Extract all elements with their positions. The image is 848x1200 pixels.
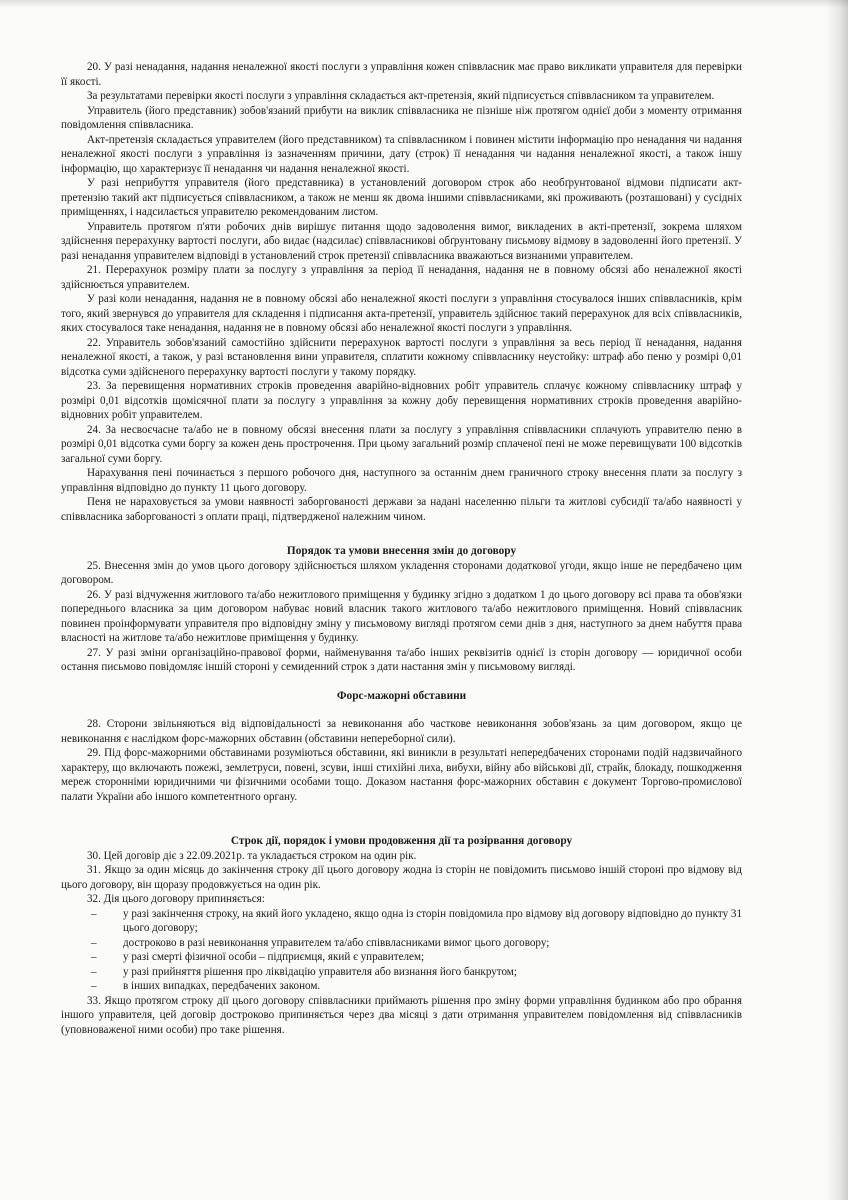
termination-list <box>61 907 742 994</box>
paragraph-20-refusal: У разі неприбуття управителя (його представника) в установлений договором строк або необґрунтованої відмови підписати акт-претензію такий акт підписується співвласником, а також не менш як двома іншими співвласниками, які проживають (розташовані) у сусідніх приміщеннях, і надсилається управителю рекомендованим листом. <box>61 177 742 218</box>
document-body <box>61 60 742 1037</box>
list-item: – достроково в разі невиконання управителем та/або співвласниками вимог цього договору; <box>61 936 742 951</box>
list-item: – у разі прийняття рішення про ліквідацію управителя або визнання його банкрутом; <box>61 965 742 980</box>
paragraph-31: 31. Якщо за один місяць до закінчення строку дії цього договору жодна із сторін не повідомить письмово іншій стороні про відмову від цього договору, він щоразу продовжується на один рік. <box>61 864 742 891</box>
paragraph-20-arrival: Управитель (його представник) зобов'язаний прибути на виклик співвласника не пізніше ніж протягом однієї доби з моменту отримання повідомлення співвласника. <box>61 104 742 131</box>
section-title-force-majeure: Форс-мажорні обставини <box>336 689 467 702</box>
paragraph-33: 33. Якщо протягом строку дії цього договору співвласники приймають рішення про зміну форми управління будинком або про обрання іншого управителя, цей договір достроково припиняється через два місяці з дати отримання управителем повідомлення від співвласників (уповноваженої ними особи) про таке рішення. <box>61 994 742 1036</box>
paragraph-29: 29. Під форс-мажорними обставинами розуміються обставини, які виникли в результаті непередбачених сторонами подій надзвичайного характеру, що включають пожежі, землетруси, повені, зсуви, інші стихійні лиха, вибухи, війну або військові дії, страйк, блокаду, пошкодження мереж сторонніми юридичними чи фізичними особами тощо. Доказом настання форс-мажорних обставин є документ Торгово-промислової палати України або іншого компетентного органу. <box>61 747 742 803</box>
paragraph-30: 30. Цей договір діє з 22.09.2021р. та укладається строком на один рік. <box>87 849 417 862</box>
list-item: – у разі смерті фізичної особи – підприємця, який є управителем; <box>61 950 742 965</box>
paragraph-25: 25. Внесення змін до умов цього договору здійснюється шляхом укладення сторонами додаткової угоди, якщо інше не передбачено цим договором. <box>61 559 742 586</box>
scan-edge-shadow <box>826 0 848 1200</box>
paragraph-21-others: У разі коли ненадання, надання не в повному обсязі або неналежної якості послуги з управління стосувалося інших співвласників, крім того, який звернувся до управителя для складення і підписання акта-претензії, управитель здійснює такий перерахунок для всіх співвласників, яких стосувалося таке ненадання, надання не в повному обсязі або неналежної якості послуги з управління. <box>61 293 742 334</box>
paragraph-26: 26. У разі відчуження житлового та/або нежитлового приміщення у будинку згідно з додатком 1 до цього договору всі права та обов'язки попереднього власника за цим договором набуває новий власник такого житлового та/або нежитлового приміщення. Новий співвласник повинен проінформувати управителя про відповідну зміну у письмовому вигляді протягом семи днів з дня, наступного за днем набуття права власності на житлове та/або нежитлове приміщення у будинку. <box>61 588 742 644</box>
paragraph-24-penalty-exempt: Пеня не нараховується за умови наявності заборгованості держави за надані населенню пільги та житлові субсидії та/або наявності у співвласника заборгованості з оплати праці, підтвердженої належним чином. <box>61 496 742 523</box>
paragraph-20-resolution: Управитель протягом п'яти робочих днів вирішує питання щодо задоволення вимог, викладених в акті-претензії, зокрема шляхом здійснення перерахунку вартості послуги, або видає (надсилає) співвласникові обґрунтовану письмову відмову в задоволенні його претензії. У разі ненадання управителем відповіді в установлений строк претензії співвласника вважаються визнаними управителем. <box>61 220 742 262</box>
scan-top-shadow <box>0 0 848 8</box>
paragraph-20: 20. У разі ненадання, надання неналежної якості послуги з управління кожен співвласник має право викликати управителя для перевірки її якості. <box>61 61 742 88</box>
section-title-amendments: Порядок та умови внесення змін до договору <box>286 545 517 557</box>
list-item: – у разі закінчення строку, на який його укладено, якщо одна із сторін повідомила про відмову від договору відповідно до пункту 31 цього договору; <box>61 907 742 936</box>
paragraph-20-act: За результатами перевірки якості послуги з управління складається акт-претензія, який підписується співвласником та управителем. <box>87 90 715 102</box>
paragraph-32: 32. Дія цього договору припиняється: <box>87 893 265 905</box>
list-item: – в інших випадках, передбачених законом. <box>61 979 742 994</box>
paragraph-23: 23. За перевищення нормативних строків проведення аварійно-відновних робіт управитель сплачує кожному співвласнику штраф у розмірі 0,01 відсотків щомісячної плати за послугу з управління за кожну добу перевищення нормативних строків проведення аварійно-відновних робіт управителем. <box>61 380 742 421</box>
paragraph-20-content: Акт-претензія складається управителем (його представником) та співвласником і повинен містити інформацію про ненадання чи надання неналежної якості послуги з управління із зазначенням причини, дату (строк) її ненадання чи надання неналежної якості, а також іншу інформацію, що характеризує її ненадання чи надання неналежної якості. <box>61 133 742 175</box>
paragraph-24-penalty-start: Нарахування пені починається з першого робочого дня, наступного за останнім днем граничного строку внесення плати за послугу з управління відповідно до пункту 11 цього договору. <box>61 467 742 494</box>
paragraph-28: 28. Сторони звільняються від відповідальності за невиконання або часткове невиконання зобов'язань за цим договором, якщо це невиконання є наслідком форс-мажорних обставин (обставини непереборної сили). <box>61 718 742 745</box>
paragraph-22: 22. Управитель зобов'язаний самостійно здійснити перерахунок вартості послуги з управління за весь період її ненадання, надання неналежної якості, а також, у разі встановлення вини управителя, сплатити кожному співвласнику неустойку: штраф або пеню у розмірі 0,01 відсотка суми здійсненого перерахунку вартості послуги у такому порядку. <box>61 336 742 378</box>
paragraph-21: 21. Перерахунок розміру плати за послугу з управління за період її ненадання, надання не в повному обсязі або неналежної якості здійснюється управителем. <box>61 264 742 291</box>
paragraph-24: 24. За несвоєчасне та/або не в повному обсязі внесення плати за послугу з управління співвласники сплачують управителю пеню в розмірі 0,01 відсотка суми боргу за кожен день прострочення. При цьому загальний розмір сплаченої пені не може перевищувати 100 відсотків загальної суми боргу. <box>61 423 742 465</box>
paragraph-27: 27. У разі зміни організаційно-правової форми, найменування та/або інших реквізитів однієї із сторін договору — юридичної особи остання письмово повідомляє іншій стороні у семиденний строк з дати настання змін у письмовому вигляді. <box>61 646 742 673</box>
section-title-term: Строк дії, порядок і умови продовження дії та розірвання договору <box>230 835 573 847</box>
